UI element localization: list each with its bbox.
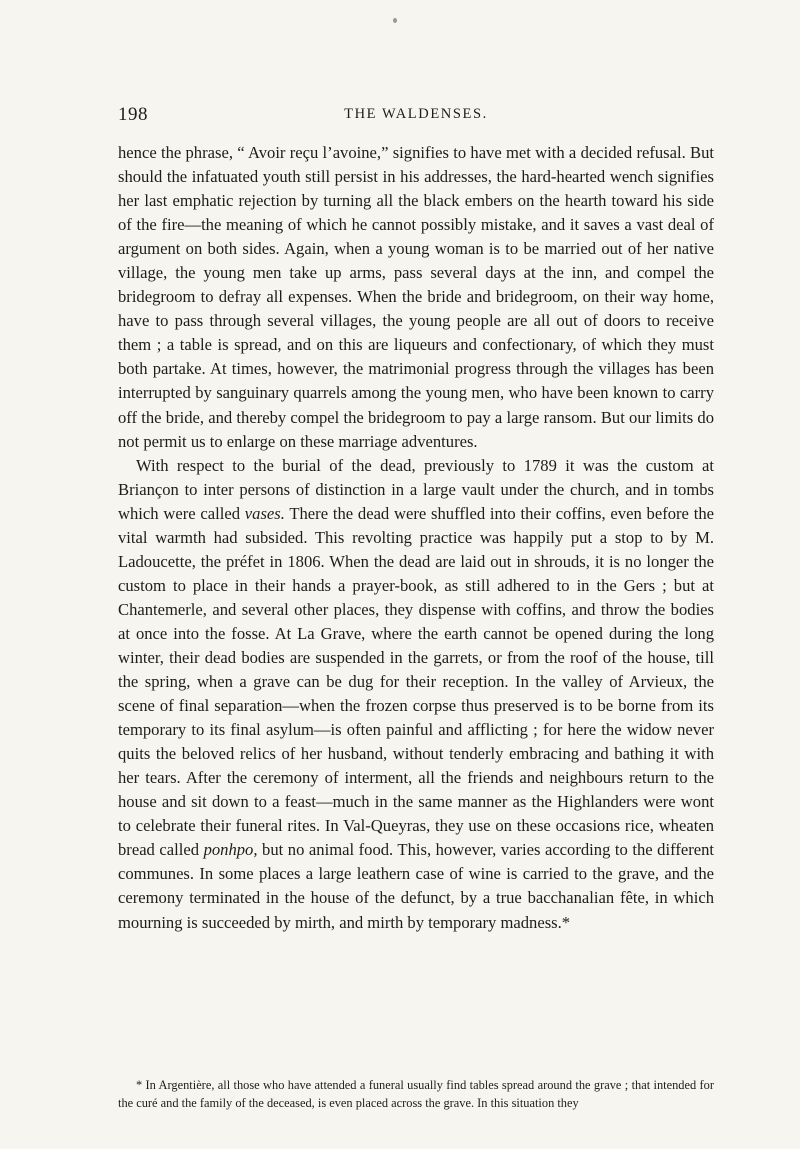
footnote: * In Argentière, all those who have attended a funeral usually find tables spread around the grave ; that intended for the curé and the family of the deceased, is even placed across the grave. In this situation they — [118, 1078, 714, 1110]
italic-term-ponhpo: ponhpo, — [203, 840, 258, 860]
body-text — [118, 141, 714, 935]
paragraph-text: With respect to the burial of the dead, previously to 1789 it was the custom at Briançon to inter persons of distinction in a large vault under the church, and in tombs which were called — [118, 455, 714, 523]
paragraph-text: but no animal food. This, however, varies according to the different communes. In some places a large leathern case of wine is carried to the grave, and the ceremony terminated in the house of the defunct, by a true bacchanalian fête, in which mourning is succeeded by mirth, and mirth by temporary madness.* — [118, 840, 715, 932]
italic-term-vases: vases. — [244, 503, 285, 523]
page-number: 198 — [118, 104, 148, 125]
paragraph-burial-customs — [118, 454, 714, 935]
ink-smudge — [393, 18, 397, 23]
page-header — [118, 104, 714, 130]
paragraph-marriage-customs: hence the phrase, “ Avoir reçu l’avoine,” signifies to have met with a decided refusal. But should the infatuated youth still persist in his addresses, the hard-hearted wench signifies her last emphatic rejection by turning all the black embers on the hearth toward his side of the fire—the meaning of which he cannot possibly mistake, and it saves a vast deal of argument on both sides. Again, when a young woman is to be married out of her native village, the young men take up arms, pass several days at the inn, and compel the bridegroom to defray all expenses. When the bride and bridegroom, on their way home, have to pass through several villages, the young people are all out of doors to receive them ; a table is spread, and on this are liqueurs and confectionary, of which they must both partake. At times, however, the matrimonial progress through the villages has been interrupted by sanguinary quarrels among the young men, who have been known to carry off the bride, and thereby compel the bridegroom to pay a large ransom. But our limits do not permit us to enlarge on these marriage adventures. — [118, 143, 714, 451]
running-title: THE WALDENSES. — [344, 106, 488, 122]
paragraph-text: There the dead were shuffled into their coffins, even before the vital warmth had subsided. This revolting practice was happily put a stop to by M. Ladoucette, the préfet in 1806. When the dead are laid out in shrouds, it is no longer the custom to place in their hands a prayer-book, as still adhered to in the Gers ; but at Chantemerle, and several other places, they dispense with coffins, and throw the bodies at once into the fosse. At La Grave, where the earth cannot be opened during the long winter, their dead bodies are suspended in the garrets, or from the roof of the house, till the spring, when a grave can be dug for their reception. In the valley of Arvieux, the scene of final separation—when the frozen corpse thus preserved is to be borne from its temporary to its final asylum—is often painful and afflicting ; for here the widow never quits the beloved relics of her husband, without tenderly embracing and bathing it with her tears. After the ceremony of interment, all the friends and neighbours return to the house and sit down to a feast—much in the same manner as the Highlanders were wont to celebrate their funeral rites. In Val-Queyras, they use on these occasions rice, wheaten bread called — [118, 503, 714, 860]
